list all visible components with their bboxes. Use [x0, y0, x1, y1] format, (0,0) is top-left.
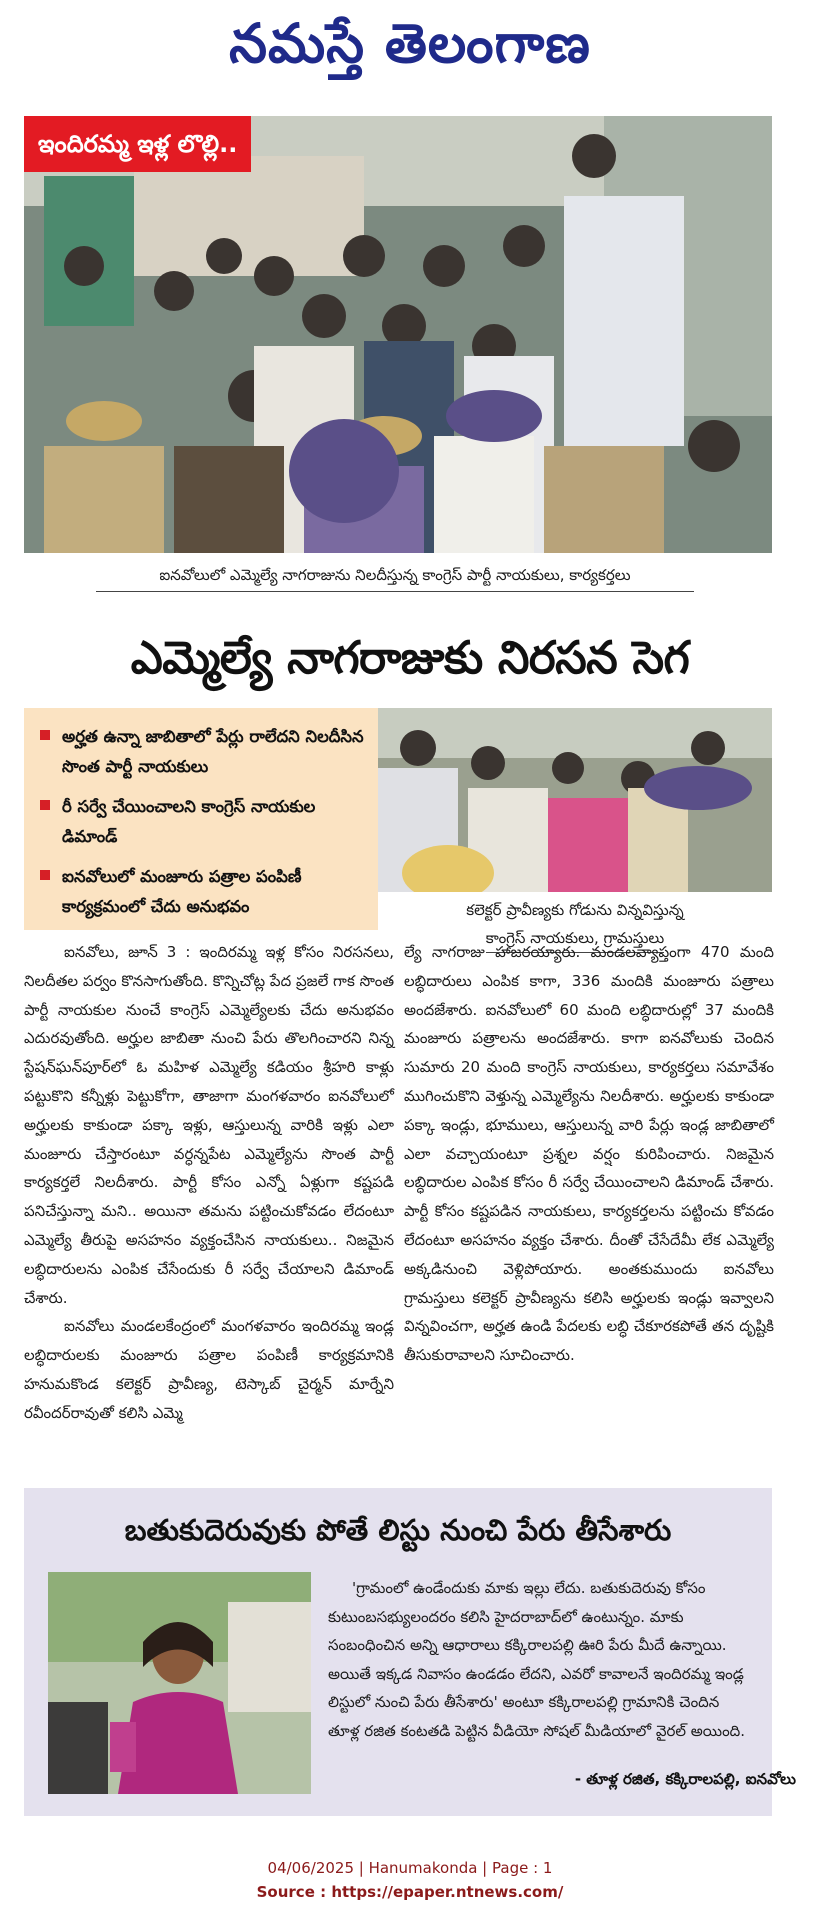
highlight-item — [36, 862, 366, 922]
main-photo-caption: ఐనవోలులో ఎమ్మెల్యే నాగరాజును నిలదీస్తున్న కాంగ్రెస్ పార్టీ నాయకులు, కార్యకర్తలు — [96, 560, 694, 592]
highlight-item — [36, 722, 366, 782]
quote-attribution: - తూళ్ల రజిత, కక్కిరాలపల్లి, ఐనవోలు — [574, 1770, 796, 1788]
collector-photo-illustration — [378, 708, 772, 892]
secondary-news-photo — [378, 708, 772, 892]
feature-box — [24, 1488, 772, 1816]
newspaper-title: నమస్తే తెలంగాణ — [229, 12, 591, 75]
article-column-right — [404, 938, 774, 1370]
highlight-item — [36, 792, 366, 852]
caption-line: కాంగ్రెస్ నాయకులు, గ్రామస్తులు — [486, 924, 665, 953]
main-headline: ఎమ్మెల్యే నాగరాజుకు నిరసన సెగ — [130, 631, 690, 684]
woman-portrait-photo — [48, 1572, 311, 1794]
bullet-icon — [40, 800, 50, 810]
highlight-text: రీ సర్వే చేయించాలని కాంగ్రెస్ నాయకుల డిమాండ్ — [62, 797, 316, 846]
article-column-left — [24, 938, 394, 1428]
caption-line: కలెక్టర్ ప్రావీణ్యకు గోడును విన్నవిస్తున్న — [466, 901, 684, 919]
portrait-illustration — [48, 1572, 311, 1794]
edition-info: 04/06/2025 | Hanumakonda | Page : 1 — [267, 1859, 553, 1877]
feature-headline: బతుకుదెరువుకు పోతే లిస్టు నుంచి పేరు తీసేశారు — [124, 1513, 672, 1547]
quote-text: 'గ్రామంలో ఉండేందుకు మాకు ఇల్లు లేదు. బతుకుదెరువు కోసం కుటుంబసభ్యులందరం కలిసి హైదరాబాద్‌లో ఉంటున్నం. మాకు సంబంధించిన అన్ని ఆధారాలు కక్కిరాలపల్లి ఊరి పేరు మీదే ఉన్నాయి. అయితే ఇక్కడ నివాసం ఉండడం లేదని, ఎవరో కావాలనే ఇందిరమ్మ ఇండ్ల లిస్టులో నుంచి పేరు తీసేశారు' అంటూ కక్కిరాలపల్లి గ్రామానికి చెందిన తూళ్ల రజిత కంటతడి పెట్టిన వీడియో సోషల్ మీడియాలో వైరల్ అయింది. — [328, 1579, 746, 1740]
bullet-icon — [40, 730, 50, 740]
story-tag: ఇందిరమ్మ ఇళ్ల లొల్లి.. — [24, 116, 251, 172]
source-link[interactable]: Source : https://epaper.ntnews.com/ — [256, 1883, 564, 1901]
article-paragraph: ఐనవోలు మండలకేంద్రంలో మంగళవారం ఇందిరమ్మ ఇండ్ల లబ్ధిదారులకు మంజూరు పత్రాల పంపిణీ కార్యక్రమానికి హనుమకొండ కలెక్టర్ ప్రావీణ్య, టెస్కాబ్ చైర్మన్ మార్నేని రవీందర్‌రావుతో కలిసి ఎమ్మె — [24, 1317, 394, 1422]
highlight-text: ఐనవోలులో మంజూరు పత్రాల పంపిణీ కార్యక్రమంలో చేదు అనుభవం — [62, 867, 302, 916]
article-paragraph: ఐనవోలు, జూన్ 3 : ఇందిరమ్మ ఇళ్ల కోసం నిరసనలు, నిలదీతల పర్వం కొనసాగుతోంది. కొన్నిచోట్ల పేద ప్రజలే గాక సొంత పార్టీ నాయకుల నుంచే కాంగ్రెస్ ఎమ్మెల్యేలకు చేదు అనుభవం ఎదురవుతోంది. అర్హుల జాబితా నుంచి పేరు తొలగించారని నిన్న స్టేషన్‌ఘన్‌పూర్‌లో ఓ మహిళ ఎమ్మెల్యే కడియం శ్రీహరి కాళ్లు పట్టుకొని కన్నీళ్లు పెట్టుకోగా, తాజాగా మంగళవారం ఐనవోలులో అర్హులకు కాకుండా పక్కా ఇళ్లు, ఆస్తులున్న వారికి ఇళ్లు ఎలా మంజూరు చేస్తారంటూ వర్ధన్నపేట ఎమ్మెల్యేను సొంత పార్టీ కార్యకర్తలే నిలదీశారు. పార్టీ కోసం ఎన్నో ఏళ్లుగా కష్టపడి పనిచేస్తున్నా మని.. అయినా తమను పట్టించుకోవడం లేదంటూ ఎమ్మెల్యే తీరుపై అసహనం వ్యక్తంచేసిన నాయకులు.. నిజమైన లబ్ధిదారులను ఎంపిక చేసేందుకు రీ సర్వే చేయాలని డిమాండ్ చేశారు. — [24, 943, 394, 1307]
highlights-box — [24, 708, 378, 930]
masthead — [0, 0, 820, 88]
bullet-icon — [40, 870, 50, 880]
main-news-photo — [24, 116, 772, 553]
page-footer — [0, 1856, 820, 1904]
crowd-photo-illustration — [24, 116, 772, 553]
feature-quote — [328, 1574, 752, 1746]
highlight-text: అర్హత ఉన్నా జాబితాలో పేర్లు రాలేదని నిలదీసిన సొంత పార్టీ నాయకులు — [62, 727, 364, 776]
article-paragraph: ల్యే నాగరాజు హాజరయ్యారు. మండలవ్యాప్తంగా 470 మంది లబ్ధిదారులు ఎంపిక కాగా, 336 మందికి మంజూరు పత్రాలు అందజేశారు. ఐనవోలులో 60 మంది లబ్ధిదారుల్లో 37 మందికి మంజూరు పత్రాలను అందజేశారు. కాగా ఐనవోలుకు చెందిన సుమారు 20 మంది కాంగ్రెస్ నాయకులు, కార్యకర్తలు సమావేశం ముగించుకొని వెళ్తున్న ఎమ్మెల్యేను నిలదీశారు. అర్హులకు కాకుండా పక్కా ఇండ్లు, భూములు, ఆస్తులున్న వారి పేర్లు ఇండ్ల జాబితాలో ఎలా వచ్చాయంటూ ప్రశ్నల వర్షం కురిపించారు. నిజమైన లబ్ధిదారుల ఎంపిక కోసం రీ సర్వే చేయించాలని డిమాండ్ చేశారు. పార్టీ కోసం కష్టపడిన నాయకులు, కార్యకర్తలను పట్టించు కోవడం లేదంటూ అసహనం వ్యక్తం చేశారు. దీంతో చేసేదేమీ లేక ఎమ్మెల్యే అక్కడినుంచి వెళ్లిపోయారు. అంతకుముందు ఐనవోలు గ్రామస్తులు కలెక్టర్ ప్రావీణ్యను కలిసి అర్హులకు ఇండ్లు ఇవ్వాలని విన్నవించగా, అర్హత ఉండి పేదలకు లబ్ధి చేకూరకపోతే తన దృష్టికి తీసుకురావాలని సూచించారు. — [404, 943, 774, 1365]
